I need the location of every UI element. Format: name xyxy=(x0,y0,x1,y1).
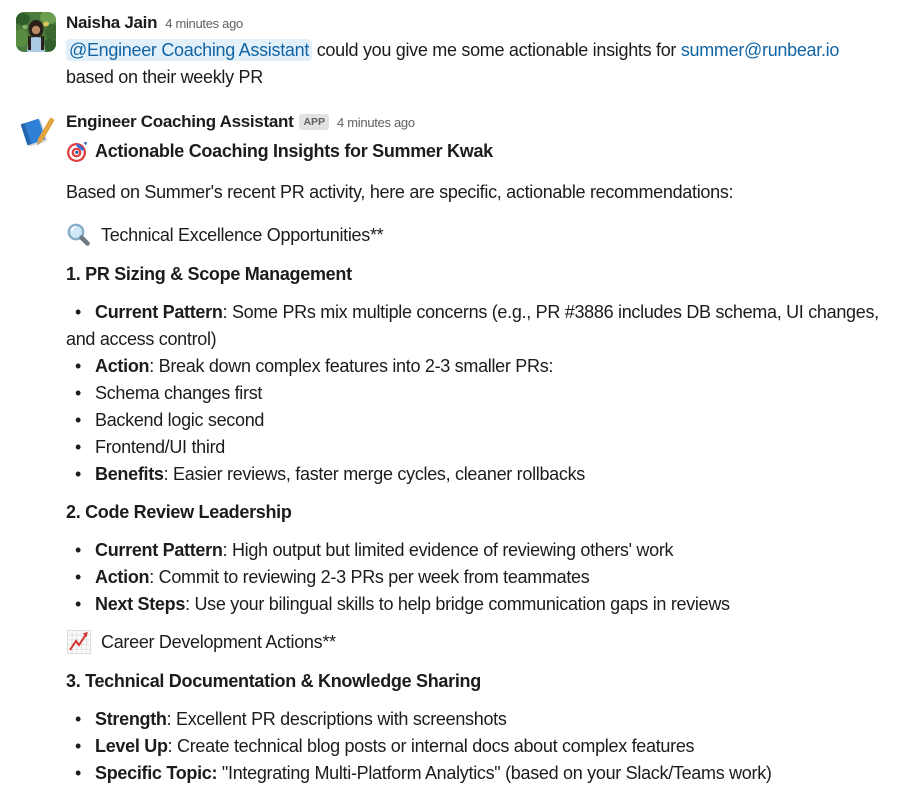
list-item: • Level Up: Create technical blog posts or internal docs about complex features xyxy=(75,736,695,756)
intro-paragraph: Based on Summer's recent PR activity, here are specific, actionable recommendations: xyxy=(66,182,734,202)
notebook-pencil-app-icon xyxy=(16,111,56,151)
list-item: • Next Steps: Use your bilingual skills to help bridge communication gaps in reviews xyxy=(75,594,730,614)
bullet-icon: • xyxy=(75,709,82,729)
bullet-icon: • xyxy=(75,410,82,430)
heading-code-review: 2. Code Review Leadership xyxy=(66,502,292,522)
message-coaching-assistant xyxy=(0,111,901,795)
message-timestamp[interactable]: 4 minutes ago xyxy=(337,115,415,130)
bullet-list-pr-sizing xyxy=(66,299,887,488)
app-badge: APP xyxy=(299,114,329,130)
bullet-icon: • xyxy=(75,356,82,376)
target-icon xyxy=(66,141,88,163)
bullet-list-code-review xyxy=(66,537,887,618)
bullet-icon: • xyxy=(75,594,82,614)
sender-name[interactable]: Engineer Coaching Assistant xyxy=(66,112,294,131)
bullet-icon: • xyxy=(75,437,82,457)
heading-pr-sizing: 1. PR Sizing & Scope Management xyxy=(66,264,352,284)
magnifier-icon xyxy=(66,222,92,248)
list-item: • Backend logic second xyxy=(75,410,265,430)
section-label: Career Development Actions** xyxy=(101,631,336,652)
avatar[interactable] xyxy=(16,12,56,52)
list-item: • Current Pattern: Some PRs mix multiple concerns (e.g., PR #3886 includes DB schema, UI changes, and access control) xyxy=(66,302,879,349)
bullet-icon: • xyxy=(75,464,82,484)
message-text-line2: based on their weekly PR xyxy=(66,67,263,87)
message-body xyxy=(66,37,887,91)
chart-increasing-icon xyxy=(66,629,92,655)
message-header xyxy=(66,111,887,134)
email-link[interactable]: summer@runbear.io xyxy=(680,40,840,60)
app-avatar[interactable] xyxy=(16,111,56,151)
list-item: • Frontend/UI third xyxy=(75,437,225,457)
message-header xyxy=(66,12,887,35)
message-naisha xyxy=(0,0,901,91)
sender-name[interactable]: Naisha Jain xyxy=(66,13,158,32)
list-item: • Schema changes first xyxy=(75,383,263,403)
insights-title xyxy=(66,138,887,165)
insights-title-text: Actionable Coaching Insights for Summer Kwak xyxy=(95,141,493,161)
section-technical-excellence xyxy=(66,220,887,250)
section-label: Technical Excellence Opportunities** xyxy=(101,224,384,245)
bullet-icon: • xyxy=(75,736,82,756)
bullet-icon: • xyxy=(75,302,82,322)
bullet-icon: • xyxy=(75,763,82,783)
message-timestamp[interactable]: 4 minutes ago xyxy=(165,16,243,31)
message-text: could you give me some actionable insights for xyxy=(312,40,681,60)
bullet-list-documentation xyxy=(66,706,887,787)
mention-engineer-coaching-assistant[interactable]: @Engineer Coaching Assistant xyxy=(66,39,312,61)
bullet-icon: • xyxy=(75,540,82,560)
bullet-icon: • xyxy=(75,383,82,403)
naisha-profile-photo-icon xyxy=(16,12,56,52)
list-item: • Action: Commit to reviewing 2-3 PRs per week from teammates xyxy=(75,567,590,587)
list-item: • Action: Break down complex features into 2-3 smaller PRs: xyxy=(75,356,554,376)
list-item: • Benefits: Easier reviews, faster merge cycles, cleaner rollbacks xyxy=(75,464,585,484)
bullet-icon: • xyxy=(75,567,82,587)
list-item: • Strength: Excellent PR descriptions with screenshots xyxy=(75,709,507,729)
list-item: • Current Pattern: High output but limited evidence of reviewing others' work xyxy=(75,540,674,560)
list-item: • Specific Topic: "Integrating Multi-Platform Analytics" (based on your Slack/Teams work) xyxy=(75,763,772,783)
section-career-development xyxy=(66,627,887,657)
heading-technical-documentation: 3. Technical Documentation & Knowledge Sharing xyxy=(66,671,481,691)
